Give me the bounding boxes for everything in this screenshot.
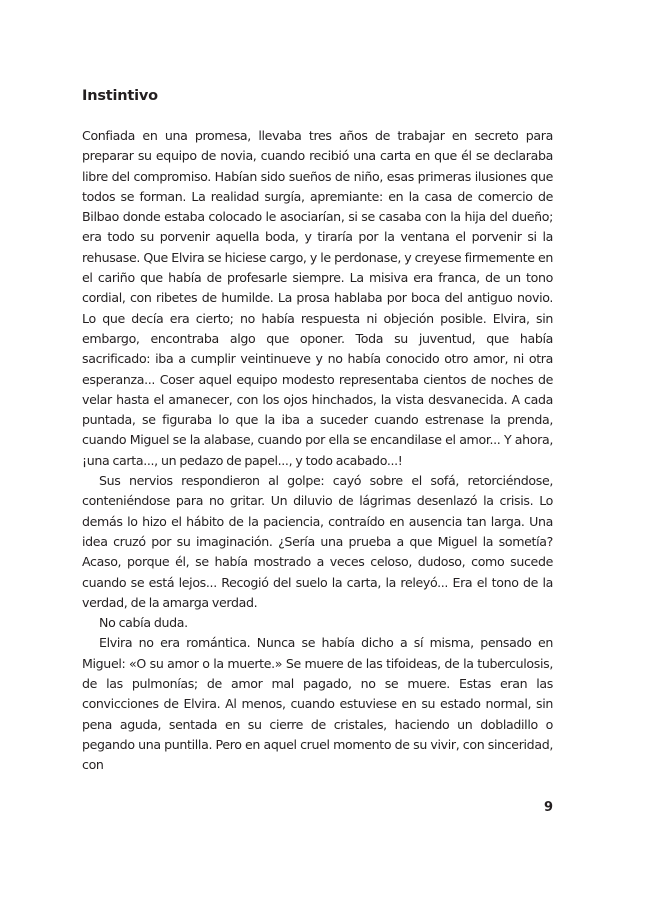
- paragraph-4: Elvira no era romántica. Nunca se había dicho a sí misma, pensado en Miguel: «O su amor o la muerte.» Se muere de las tifoideas, de la tuberculosis, de las pulmonías; de amor mal pagado, no se muere. Estas eran las convicciones de Elvira. Al menos, cuando estuviese en su estado normal, sin pena aguda, sentada en su cierre de cristales, haciendo un dobladillo o pegando una puntilla. Pero en aquel cruel momento de su vivir, con sinceridad, con: [82, 635, 553, 773]
- page-number: 9: [543, 800, 553, 815]
- paragraph-3: No cabía duda.: [99, 615, 188, 631]
- chapter-title: Instintivo: [82, 88, 158, 104]
- paragraph-1: Confiada en una promesa, llevaba tres años de trabajar en secreto para preparar su equipo de novia, cuando recibió una carta en que él se declaraba libre del compromiso. Habían sido sueños de niño, esas primeras ilusiones que todos se forman. La realidad surgía, apremiante: en la casa de comercio de Bilbao donde estaba colocado le asociarían, si se casaba con la hija del dueño; era todo su porvenir aquella boda, y tiraría por la ventana el porvenir si la rehusase. Que Elvira se hiciese cargo, y le perdonase, y creyese firmemente en el cariño que había de profesarle siempre. La misiva era franca, de un tono cordial, con ribetes de humilde. La prosa hablaba por boca del antiguo novio. Lo que decía era cierto; no había respuesta ni objeción posible. Elvira, sin embargo, encontraba algo que oponer. Toda su juventud, que había sacrificado: iba a cumplir veintinueve y no había conocido otro amor, ni otra esperanza... Coser aquel equipo modesto representaba cientos de noches de velar hasta el amanecer, con los ojos hinchados, la vista desvanecida. A cada puntada, se figuraba lo que la iba a suceder cuando estrenase la prenda, cuando Miguel se la alabase, cuando por ella se encandilase el amor... Y ahora, ¡una carta..., un pedazo de papel..., y todo acabado...!: [82, 128, 553, 468]
- document-page: [82, 86, 553, 776]
- paragraph-2: Sus nervios respondieron al golpe: cayó sobre el sofá, retorciéndose, conteniéndose para no gritar. Un diluvio de lágrimas desenlazó la crisis. Lo demás lo hizo el hábito de la paciencia, contraído en ausencia tan larga. Una idea cruzó por su imaginación. ¿Sería una prueba a que Miguel la sometía? Acaso, porque él, se había mostrado a veces celoso, dudoso, como sucede cuando se está lejos... Recogió del suelo la carta, la releyó... Era el tono de la verdad, de la amarga verdad.: [82, 473, 553, 610]
